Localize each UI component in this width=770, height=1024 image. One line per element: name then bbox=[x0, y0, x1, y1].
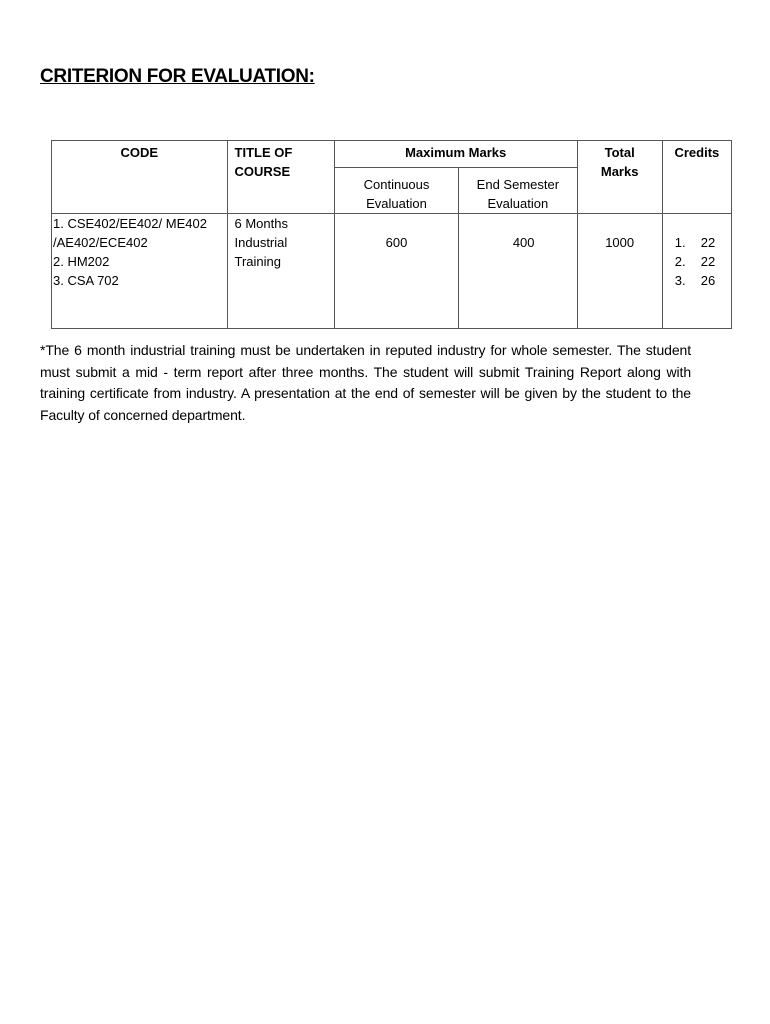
header-total-line2: Marks bbox=[600, 164, 639, 179]
header-continuous-line1: Continuous bbox=[363, 177, 430, 192]
header-title-line1: TITLE OF bbox=[234, 145, 293, 160]
course-code-line: /AE402/ECE402 bbox=[53, 235, 148, 250]
header-total-marks bbox=[577, 141, 662, 214]
cell-credits bbox=[662, 214, 731, 329]
header-maximum-marks: Maximum Marks bbox=[334, 141, 577, 168]
evaluation-table bbox=[51, 140, 732, 329]
cell-total-marks: 1000 bbox=[577, 214, 662, 329]
page-heading: CRITERION FOR EVALUATION: bbox=[40, 66, 315, 87]
course-title-line: 6 Months bbox=[234, 216, 288, 231]
header-continuous-line2: Evaluation bbox=[366, 196, 427, 211]
table-header-row bbox=[52, 141, 732, 168]
course-code-line: 3. CSA 702 bbox=[53, 273, 119, 288]
cell-course-codes bbox=[52, 214, 228, 329]
header-title-of-course bbox=[227, 141, 334, 214]
cell-course-title bbox=[227, 214, 334, 329]
header-end-line1: End Semester bbox=[476, 177, 560, 192]
credit-index: 3. bbox=[674, 273, 686, 288]
credit-value: 22 bbox=[700, 254, 716, 269]
header-continuous-evaluation bbox=[334, 168, 458, 214]
credit-line bbox=[675, 271, 731, 290]
course-code-line: 2. HM202 bbox=[53, 254, 110, 269]
credit-value: 26 bbox=[700, 273, 716, 288]
cell-end-semester-marks: 400 bbox=[459, 214, 577, 329]
header-title-line2: COURSE bbox=[234, 164, 291, 179]
header-credits: Credits bbox=[662, 141, 731, 214]
header-end-line2: Evaluation bbox=[487, 196, 549, 211]
credit-index: 1. bbox=[674, 235, 686, 250]
header-total-line1: Total bbox=[604, 145, 635, 160]
header-end-semester-evaluation bbox=[459, 168, 577, 214]
course-code-line: 1. CSE402/EE402/ ME402 bbox=[53, 216, 207, 231]
course-title-line: Training bbox=[234, 254, 281, 269]
table-row bbox=[52, 214, 732, 329]
cell-continuous-marks: 600 bbox=[334, 214, 458, 329]
credit-index: 2. bbox=[674, 254, 686, 269]
credit-line bbox=[675, 252, 731, 271]
credit-line bbox=[675, 233, 731, 252]
header-code: CODE bbox=[52, 141, 228, 214]
credit-value: 22 bbox=[700, 235, 716, 250]
training-note: *The 6 month industrial training must be undertaken in reputed industry for whole semester. The student must submit a mid - term report after three months. The student will submit Training Report along with training certificate from industry. A presentation at the end of semester will be given by the student to the Faculty of concerned department. bbox=[40, 342, 691, 423]
course-title-line: Industrial bbox=[234, 235, 288, 250]
